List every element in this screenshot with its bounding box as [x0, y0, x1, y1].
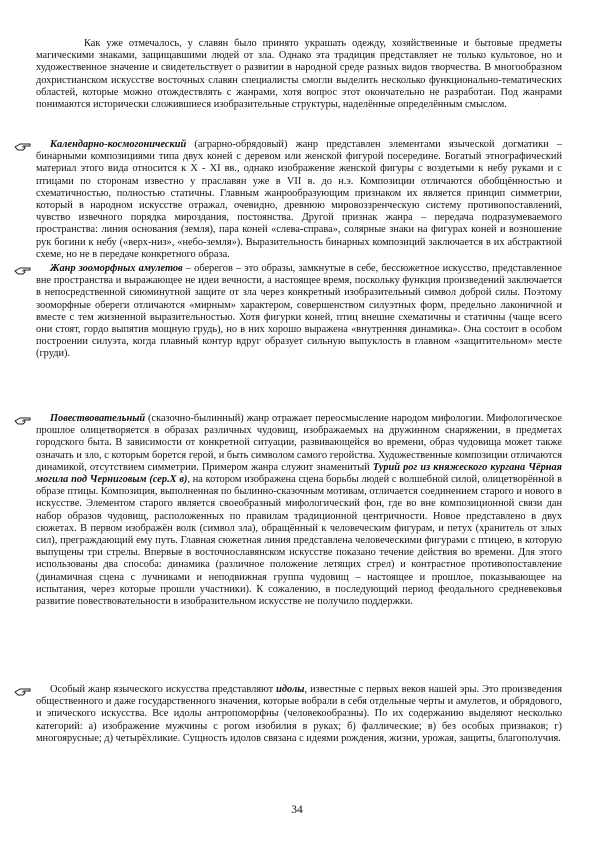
- section4-text-b: , известные с первых веков нашей эры. Это произведения общественного и даже государственного значения, которые вобрали в себя отдельные черты и амулетов, и обрядового, и эпического искусства. Все идолы антропоморфны (человекообразны). По их содержанию выделяют несколько категорий: а) изображение мужчины с рогом изобилия в руках; б) фаллические; в) без особых признаков; г) многоярусные; д) четырёхликие. Сущность идолов связана с идеями рождения, жизни, урожая, защиты, благополучия.: [36, 684, 562, 744]
- term-calendar-cosmogonic: Календарно-космогонический: [50, 139, 187, 150]
- section-idols: [36, 684, 562, 745]
- section-calendar-cosmogonic: [36, 139, 562, 261]
- section3-text-b: , на котором изображена сцена борьбы людей с волшебной силой, олицетворённой в образе птицы. Композиция, выполненная по былинно-сказочным мотивам, отличается соединением старого и нового в искусстве. Элементом старого является своеобразный мифологический фон, где во вне композиционной связи дан набор образов чудовищ, расположенных по правилам традиционной центричности. Новое представлено в двух сюжетах. В первом изображён волк (символ зла), обращённый к человеческим фигурам, и петух (хранитель от злых сил), преграждающий ему путь. Главная сюжетная линия представлена человеческими фигурами с птицею, в которую выпущены три стрелы. Впервые в восточнославянском искусстве показано течение действия во времени. Для этого использованы два способа: динамика (различное положение летящих стрел) и контрастное противопоставление (динамичная сцена с лучниками и неподвижная группа чудовищ – настоящее и прошлое, показывающее на испытания, через которые прошли участники). К сожалению, в последующий период феодального средневековья развитие повествовательности в изобразительном искусстве не получило поддержки.: [36, 474, 562, 608]
- section-narrative: [36, 413, 562, 608]
- term-idols: идолы: [276, 684, 305, 695]
- section-zoomorphic-amulets: [36, 263, 562, 361]
- intro-paragraph: Как уже отмечалось, у славян было принято украшать одежду, хозяйственные и бытовые предметы магическими знаками, защищавшими людей от зла. Однако эта традиция представляет не только культовое, но и художественное значение и свидетельствует о развитии в народной среде разных видов творчества. В многообразном дохристианском искусстве восточных славян специалисты смогли выделить несколько функционально-тематических областей, которые можно отождествлять с жанрами, хотя вопрос этот окончательно не разработан. Под жанрами понимаются исторически сложившиеся изобразительные структуры, наделённые определённым смыслом.: [36, 38, 562, 111]
- hand-pointing-icon: [14, 415, 32, 427]
- hand-pointing-icon: [14, 686, 32, 698]
- section3-text-a: (сказочно-былинный) жанр отражает переосмысление народом мифологии. Мифологическое прошлое олицетворяется в образах различных чудовищ, изображаемых на дружинном снаряжении, в предметах городского быта. В зависимости от конкретной ситуации, развивающейся во времени, образ чудовища может также означать и зло, с которым борется герой, и быть символом самого геройства. Художественные композиции отличаются динамикой, отсутствием симметрии. Примером жанра служит знаменитый: [36, 413, 562, 473]
- term-zoomorphic-amulets: Жанр зооморфных амулетов: [50, 263, 183, 274]
- term-narrative: Повествовательный: [50, 413, 146, 424]
- section2-text: – оберегов – это образы, замкнутые в себе, бессюжетное искусство, представленное вне пространства и выражающее не идеи вечности, а настоящее время, поскольку функция произведений заключается в непосредственной сиюминутной защите от зла через конкретный изобразительный символ доброй силы. Поэтому зооморфные обереги отличаются «мирным» характером, совершенством силуэтных форм, предельно лаконичной и вместе с тем жизненной выразительностью. Хотя фигурки коней, птиц внешне схематичны и статичны (чаще всего они стоят, гордо выпятив мощную грудь), но в них хорошо выражена «внутренняя динамика». Она состоит в особом построении силуэта, когда плавный контур вдруг образует сильную выпуклость в главном «защитительном» месте (груди).: [36, 263, 562, 360]
- hand-pointing-icon: [14, 141, 32, 153]
- section4-text-a: Особый жанр языческого искусства представляют: [50, 684, 277, 695]
- section1-text: (аграрно-обрядовый) жанр представлен элементами языческой догматики – бинарными композициями типа двух коней с деревом или женской фигурой посередине. Богатый этнографический материал этого вида относится к X - XI вв., однако изображение женской фигуры с воздетыми к небу руками и с птицами по сторонам известно у праславян уже в VII в. до н.э. Композиции отличаются обобщённостью и схематичностью, полностью статичны. Главным жанрообразующим признаком их является принцип симметрии, который в народном искусстве отражал, очевидно, древнюю мировоззренческую систему противопоставлений, чувство извечного порядка мироздания, постоянства. Другой признак жанра – передача подразумеваемого пространства: линия основания (земля), пара коней «слева-справа», солярные знаки на фигурах коней и возношение рук богини к небу («верх-низ», «небо-земля»). Выразительность бинарных композиций заключается в их абстрактной схеме, но не в передаче конкретного образа.: [36, 139, 562, 260]
- hand-pointing-icon: [14, 265, 32, 277]
- page-number: 34: [291, 804, 303, 816]
- example-turiy-rog: Турий рог из княжеского кургана Чёрная могила под Черниговым (сер.X в): [36, 461, 562, 486]
